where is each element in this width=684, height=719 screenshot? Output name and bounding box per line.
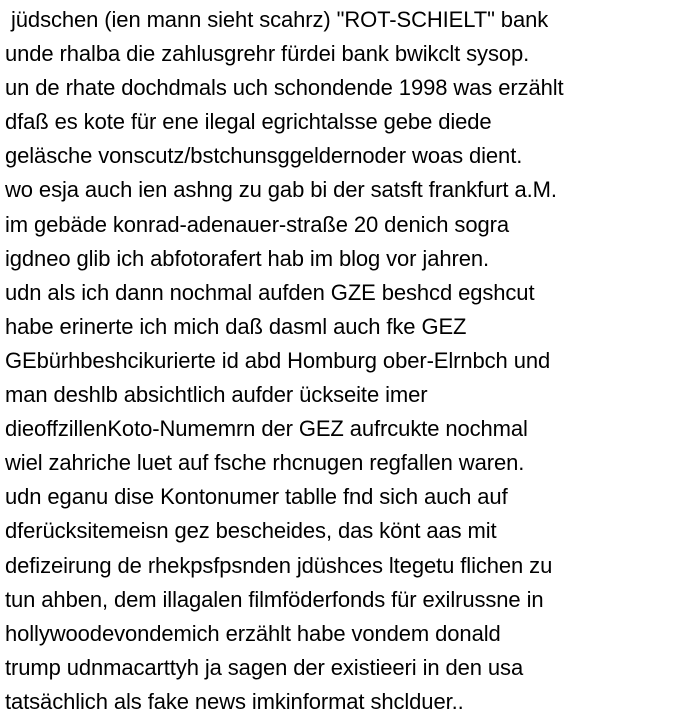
text-line-10: habe erinerte ich mich daß dasml auch fke GEZ	[5, 313, 467, 339]
text-line-19: hollywoodevondemich erzählt habe vondem donald	[5, 620, 501, 646]
text-line-13: dieoffzillenKoto-Numemrn der GEZ aufrcukte nochmal	[5, 416, 528, 442]
text-line-21: tatsächlich als fake news imkinformat shclduer..	[5, 688, 464, 714]
document-text-block	[5, 3, 681, 719]
text-line-7: im gebäde konrad-adenauer-straße 20 denich sogra	[5, 211, 509, 237]
text-line-5: geläsche vonscutz/bstchunsggeldernoder woas dient.	[5, 143, 523, 169]
text-line-8: igdneo glib ich abfotorafert hab im blog vor jahren.	[5, 245, 489, 271]
text-line-16: dferücksitemeisn gez bescheides, das könt aas mit	[5, 518, 497, 544]
text-line-3: un de rhate dochdmals uch schondende 1998 was erzählt	[5, 75, 564, 101]
text-line-2: unde rhalba die zahlusgrehr fürdei bank bwikclt sysop.	[5, 41, 530, 67]
text-line-12: man deshlb absichtlich aufder ückseite imer	[5, 382, 428, 408]
text-line-9: udn als ich dann nochmal aufden GZE beshcd egshcut	[5, 279, 535, 305]
text-line-18: tun ahben, dem illagalen filmföderfonds für exilrussne in	[5, 586, 544, 612]
text-line-11: GEbürhbeshcikurierte id abd Homburg ober-Elrnbch und	[5, 347, 551, 373]
text-line-20: trump udnmacarttyh ja sagen der existieeri in den usa	[5, 654, 524, 680]
text-line-6: wo esja auch ien ashng zu gab bi der satsft frankfurt a.M.	[5, 177, 557, 203]
text-line-15: udn eganu dise Kontonumer tablle fnd sich auch auf	[5, 484, 508, 510]
text-line-17: defizeirung de rhekpsfpsnden jdüshces ltegetu flichen zu	[5, 552, 553, 578]
text-line-1: jüdschen (ien mann sieht scahrz) "ROT-SCHIELT" bank	[5, 7, 549, 32]
text-line-14: wiel zahriche luet auf fsche rhcnugen regfallen waren.	[5, 450, 525, 476]
text-line-4: dfaß es kote für ene ilegal egrichtalsse gebe diede	[5, 109, 492, 135]
